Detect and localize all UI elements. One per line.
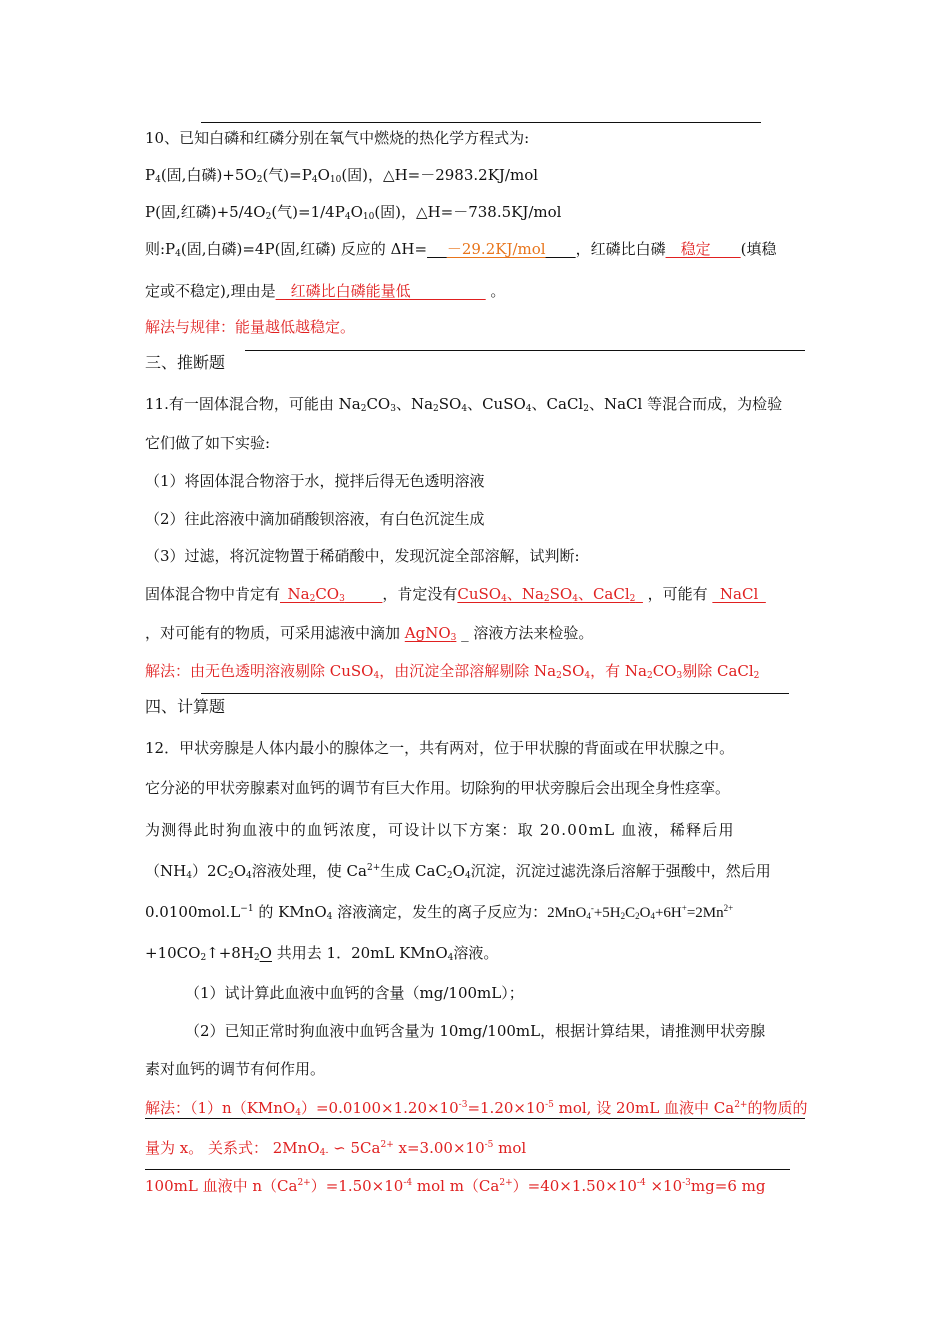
answer-reagent: AgNO$_3$ (404, 624, 457, 643)
answer-definitely-present: $\_Na_2CO_3\_\_\_\_\_$ (280, 585, 383, 604)
q12-para-4: $(NH_4)2C_2O_4$溶液处理，使 $Ca^{2+}$生成 $CaC_2O_4$沉淀，沉淀过滤洗涤后溶解于强酸中，然后用 (145, 862, 771, 881)
q11-solution: 解法：由无色透明溶液剔除 CuSO$_4$，由沉淀全部溶解剔除 $Na_2SO_4$，有 $Na_2CO_3$剔除 CaCl$_2$ (145, 662, 760, 681)
section-heading-3: 三、推断题 (145, 353, 226, 372)
q12-para-3: 为测得此时狗血液中的血钙浓度，可设计以下方案：取 20.00mL 血液，稀释后用 (145, 821, 735, 839)
q11-step-3: （3）过滤，将沉淀物置于稀硝酸中，发现沉淀全部溶解，试判断: (145, 547, 580, 565)
q11-line-2: 它们做了如下实验: (145, 434, 271, 452)
divider-line (245, 350, 805, 351)
answer-reason: __红磷比白磷能量低__________ (275, 282, 486, 300)
answer-definitely-absent: CuSO$_4$、$Na_2SO_4$、CaCl$_2$_ (457, 585, 643, 604)
divider-line (201, 122, 761, 123)
q11-line-1: 11.有一固体混合物，可能由 $Na_2CO_3$、$Na_2SO_4$、CuSO$_4$、CaCl$_2$、NaCl 等混合而成，为检验 (145, 395, 783, 414)
q11-answer-line-2: ，对可能有的物质，可采用滤液中滴加 AgNO$_3$ _ 溶液方法来检验。 (145, 624, 594, 643)
q10-equation-1: $P_4$(固,白磷)$+5O_2$(气)$=P_4O_{10}$(固)，△H=－2983.2KJ/mol (145, 166, 539, 185)
q10-question-cont: 定或不稳定),理由是__红磷比白磷能量低__________ 。 (145, 282, 506, 300)
q10-solution-rule: 解法与规律：能量越低越稳定。 (145, 318, 356, 336)
q11-answer-line: 固体混合物中肯定有$\_Na_2CO_3\_\_\_\_\_$，肯定没有CuSO$_4$、$Na_2SO_4$、CaCl$_2$_ ，可能有 _NaCl_ (145, 585, 766, 604)
q12-question-2-cont: 素对血钙的调节有何作用。 (145, 1060, 326, 1078)
answer-possibly-present: _NaCl_ (712, 585, 766, 603)
q12-para-2: 它分泌的甲状旁腺素对血钙的调节有巨大作用。切除狗的甲状旁腺后会出现全身性痉挛。 (145, 779, 731, 797)
q12-solution-2: 量为 x。 关系式： 2MnO$_{4-}$ ∽ $5Ca^{2+}$ $x=3.00\times 10^{-5}$ mol (145, 1139, 527, 1158)
q12-solution-3: 100mL 血液中 $n(Ca^{2+})=1.50\times 10^{-4}$ mol $m(Ca^{2+})=40\times 1.50\times 10^{-4} \times 10^{-3}mg=6$ mg (145, 1177, 766, 1195)
answer-stability: __稳定____ (665, 240, 741, 258)
q10-equation-2: P(固,红磷)$+5/4O_2$(气)$=1/4P_4O_{10}$(固)，△H=－738.5KJ/mol (145, 203, 562, 222)
divider-line (145, 1118, 805, 1119)
answer-delta-h: －29.2KJ/mol (446, 240, 546, 258)
section-heading-4: 四、计算题 (145, 697, 226, 716)
divider-line (145, 1169, 790, 1170)
q12-question-2: （2）已知正常时狗血液中血钙含量为 10mg/100mL，根据计算结果，请推测甲状旁腺 (185, 1022, 766, 1040)
q12-solution-1: 解法：$(1)n(KMnO_4)=0.0100\times 1.20\times 10^{-3}=1.20\times 10^{-5}$ mol, 设 20mL 血液中 $Ca^{2+}$的物质的 (145, 1099, 808, 1118)
q12-para-6: $+10CO_2↑+8H_2O$ 共用去 1．20mL KMnO$_4$溶液。 (145, 944, 499, 963)
divider-line (201, 693, 789, 694)
q12-para-5: $0.0100mol.L^{-1}$ 的 KMnO$_4$ 溶液滴定，发生的离子反应为：$2MnO_4^-+5H_2C_2O_4+6H^+=2Mn^{2+}$ (145, 903, 734, 922)
q11-step-2: （2）往此溶液中滴加硝酸钡溶液，有白色沉淀生成 (145, 510, 485, 528)
q11-step-1: （1）将固体混合物溶于水，搅拌后得无色透明溶液 (145, 472, 485, 490)
q10-title: 10、已知白磷和红磷分别在氧气中燃烧的热化学方程式为: (145, 129, 530, 147)
q12-question-1: （1）试计算此血液中血钙的含量（mg/100mL）； (185, 984, 524, 1002)
q10-question: 则$:P_4$(固,白磷)=4P(固,红磷) 反应的 ΔH=__ －29.2KJ/mol____，红磷比白磷__稳定____(填稳 (145, 240, 777, 259)
q12-para-1: 12．甲状旁腺是人体内最小的腺体之一，共有两对，位于甲状腺的背面或在甲状腺之中。 (145, 739, 735, 757)
